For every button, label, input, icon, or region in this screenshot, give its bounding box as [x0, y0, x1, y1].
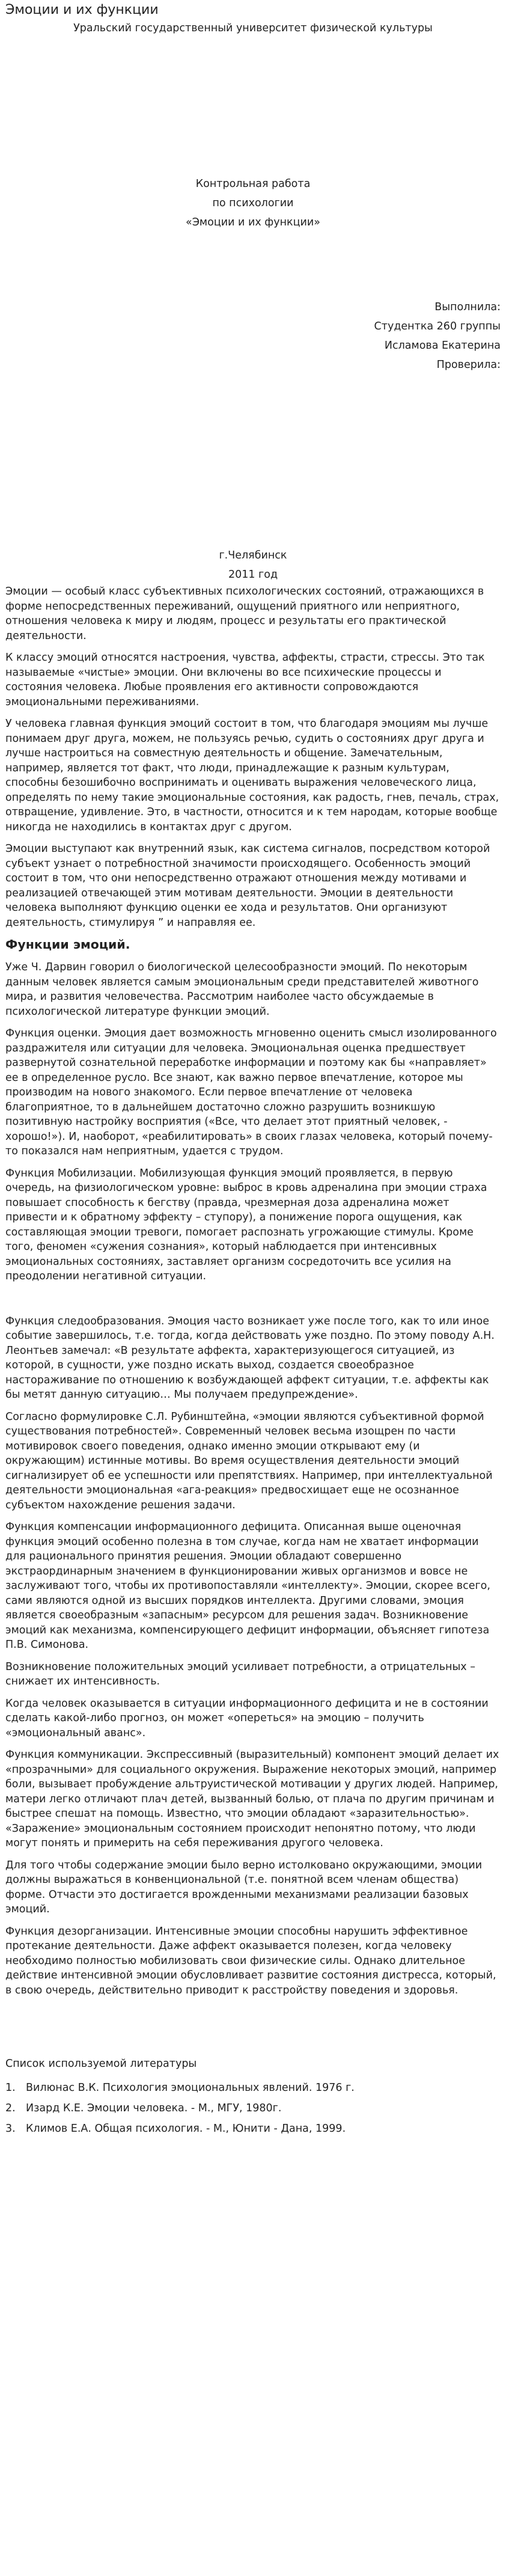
body-text — [5, 584, 501, 1998]
city-year-block — [5, 546, 501, 584]
university-name: Уральский государственный университет физической культуры — [73, 22, 433, 34]
intro-paragraph: Эмоции — особый класс субъективных психологических состояний, отражающихся в форме непосредственных переживаний, ощущений приятного или неприятного, отношения человека к миру и людям, процесс и результаты его практической деятельности. — [5, 586, 484, 642]
section-paragraph: Функция Мобилизации. Мобилизующая функция эмоций проявляется, в первую очередь, на физиологическом уровне: выброс в кровь адреналина при эмоции страха повышает способность к бегству (правда, чрезмерная доза адреналина может привести и к обратному эффекту – ступору), а понижение порога ощущения, как составляющая эмоции тревоги, помогает распознать угрожающие стимулы. Кроме того, феномен «сужения сознания», который наблюдается при интенсивных эмоциональных состояниях, заставляет организм сосредоточить все усилия на преодолении негативной ситуации. — [5, 1167, 487, 1282]
section-paragraph: Возникновение положительных эмоций усиливает потребности, а отрицательных – снижает их интенсивность. — [5, 1660, 475, 1687]
intro-paragraph: К классу эмоций относятся настроения, чувства, аффекты, страсти, стрессы. Это так называемые «чистые» эмоции. Они включены во все психические процессы и состояния человека. Любые проявления его активности сопровождаются эмоциональными переживаниями. — [5, 652, 485, 708]
student-name: Исламова Екатерина — [384, 340, 501, 352]
done-by-label: Выполнила: — [434, 301, 501, 313]
section-paragraph: Для того чтобы содержание эмоции было верно истолковано окружающими, эмоции должны выражаться в конвенциональной (т.е. понятной всем членам общества) форме. Отчасти это достигается врожденными механизмами реализации базовых эмоций. — [5, 1859, 483, 1915]
reference-text: Изард К.Е. Эмоции человека. - М., МГУ, 1980г. — [26, 2102, 282, 2114]
checked-by-label: Проверила: — [436, 359, 501, 371]
section-paragraph: Согласно формулировке С.Л. Рубинштейна, «эмоции являются субъективной формой существования потребностей». Современный человек весьма изощрен по части мотивировок своего поведения, однако именно эмоции открывают ему (и окружающим) истинные мотивы. Во время осуществления деятельности эмоций сигнализирует об ее успешности или препятствиях. Например, при интеллектуальной деятельности эмоциональная «ага-реакция» предвосхищает еще не осознанное субъектом нахождение решения задачи. — [5, 1410, 493, 1511]
reference-item — [5, 2081, 501, 2095]
city: г.Челябинск — [219, 549, 287, 561]
section-paragraph: Когда человек оказывается в ситуации информационного дефицита и не в состоянии сделать какой-либо прогноз, он может «опереться» на эмоцию – получить «эмоциональный аванс». — [5, 1697, 489, 1739]
section-paragraph: Функция коммуникации. Экспрессивный (выразительный) компонент эмоций делает их «прозрачными» для социального окружения. Выражение некоторых эмоций, например боли, вызывает пробуждение альтруистической мотивации у других людей. Например, матери легко отличают плач детей, вызванный болью, от плача по другим причинам и быстрее спешат на помощь. Известно, что эмоции обладают «заразительностью». «Заражение» эмоциональным состоянием происходит непонятно потому, что люди могут понять и примерить на себя переживания другого человека. — [5, 1749, 499, 1849]
year: 2011 год — [228, 569, 278, 581]
work-type: Контрольная работа — [195, 178, 311, 190]
author-block — [5, 298, 501, 375]
section-paragraph: Функция дезорганизации. Интенсивные эмоции способны нарушить эффективное протекание деятельности. Даже аффект оказывается полезен, когда человеку необходимо полностью мобилизовать свои физические силы. Однако длительное действие интенсивной эмоции обусловливает развитие состояния дистресса, который, в свою очередь, действительно приводит к расстройству поведения и здоровья. — [5, 1925, 496, 1996]
reference-number: 3. — [5, 2123, 16, 2135]
references-title: Список используемой литературы — [5, 2058, 197, 2070]
subject: по психологии — [212, 197, 294, 209]
section-heading: Функции эмоций. — [5, 937, 130, 952]
student-group: Студентка 260 группы — [374, 320, 501, 332]
reference-text: Климов Е.А. Общая психология. - М., Юнити - Дана, 1999. — [26, 2123, 346, 2135]
reference-number: 2. — [5, 2102, 16, 2114]
intro-paragraph: Эмоции выступают как внутренний язык, как система сигналов, посредством которой субъект узнает о потребностной значимости происходящего. Особенность эмоций состоит в том, что они непосредственно отражают отношения между мотивами и реализацией отвечающей этим мотивам деятельности. Эмоции в деятельности человека выполняют функцию оценки ее хода и результатов. Они организуют деятельность, стимулируя ” и направляя ее. — [5, 843, 490, 929]
topic: «Эмоции и их функции» — [186, 216, 320, 228]
section-paragraph: Функция компенсации информационного дефицита. Описанная выше оценочная функция эмоций особенно полезна в том случае, когда нам не хватает информации для рационального принятия решения. Эмоции обладают совершенно экстраординарным значением в функционировании живых организмов и вовсе не заслуживают того, чтобы их противопоставляли «интеллекту». Эмоции, скорее всего, сами являются одной из высших порядков интеллекта. Другими словами, эмоция является своеобразным «запасным» ресурсом для решения задач. Возникновение эмоций как механизма, компенсирующего дефицит информации, объясняет гипотеза П.В. Симонова. — [5, 1521, 490, 1651]
cover-title-block — [5, 174, 501, 232]
reference-item — [5, 2101, 501, 2116]
section-paragraph: Уже Ч. Дарвин говорил о биологической целесообразности эмоций. По некоторым данным человек является самым эмоциональным среди представителей животного мира, и развития человечества. Рассмотрим наиболее часто обсуждаемые в психологической литературе функции эмоций. — [5, 961, 479, 1018]
section-paragraph: Функция оценки. Эмоция дает возможность мгновенно оценить смысл изолированного раздражителя или ситуации для человека. Эмоциональная оценка предшествует развернутой сознательной переработке информации и поэтому как бы «направляет» ее в определенное русло. Все знают, как важно первое впечатление, которое мы производим на нового знакомого. Если первое впечатление от человека благоприятное, то в дальнейшем достаточно сложно разрушить возникшую позитивную настройку восприятия («Все, что делает этот приятный человек, - хорошо!»). И, наоборот, «реабилитировать» в своих глазах человека, который почему-то показался нам неприятным, удается с трудом. — [5, 1027, 497, 1157]
reference-number: 1. — [5, 2082, 16, 2094]
section-paragraph: Функция следообразования. Эмоция часто возникает уже после того, как то или иное событие завершилось, т.е. тогда, когда действовать уже поздно. По этому поводу А.Н. Леонтьев замечал: «В результате аффекта, характеризующегося ситуацией, из которой, в сущности, уже поздно искать выход, создается своеобразное настораживание по отношению к возбуждающей аффект ситуации, т.е. аффекты как бы метят данную ситуацию… Мы получаем предупреждение». — [5, 1315, 495, 1401]
reference-text: Вилюнас В.К. Психология эмоциональных явлений. 1976 г. — [26, 2082, 355, 2094]
reference-item — [5, 2122, 501, 2136]
intro-paragraph: У человека главная функция эмоций состоит в том, что благодаря эмоциям мы лучше понимаем друг друга, можем, не пользуясь речью, судить о состояниях друг друга и лучше настроиться на совместную деятельность и общение. Замечательным, например, является тот факт, что люди, принадлежащие к разным культурам, способны безошибочно воспринимать и оценивать выражения человеческого лица, определять по нему такие эмоциональные состояния, как радость, гнев, печаль, страх, отвращение, удивление. Это, в частности, относится и к тем народам, которые вообще никогда не находились в контактах друг с другом. — [5, 718, 499, 833]
document-title: Эмоции и их функции — [5, 2, 159, 17]
references-list — [5, 2081, 501, 2136]
